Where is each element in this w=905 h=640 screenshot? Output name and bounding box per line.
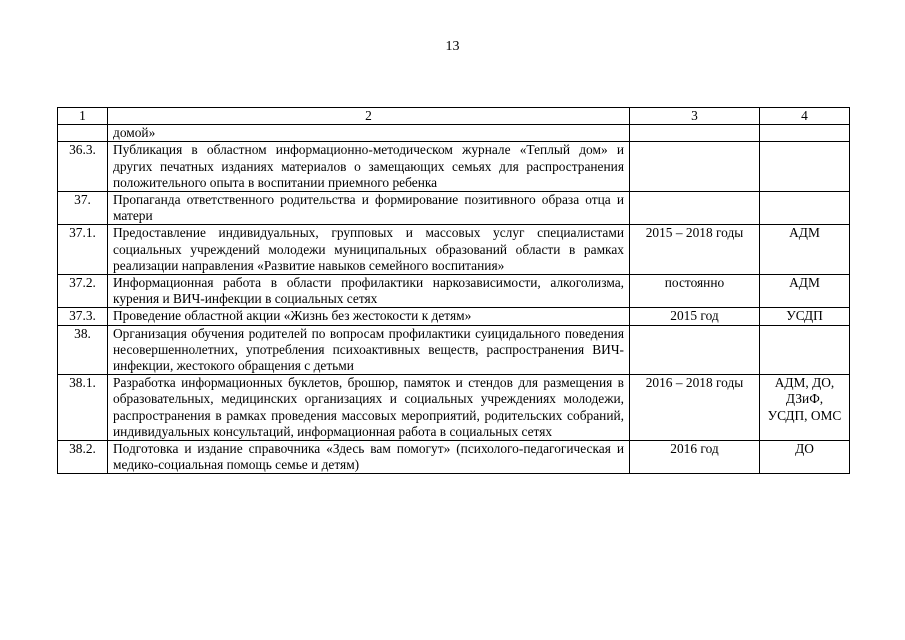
row-activity: домой» — [108, 125, 630, 142]
row-activity: Пропаганда ответственного родительства и формирование позитивного образа отца и матери — [108, 192, 630, 225]
row-executor: УСДП — [760, 308, 850, 325]
row-term: постоянно — [630, 275, 760, 308]
table-row — [58, 142, 850, 192]
row-term — [630, 325, 760, 375]
table-row — [58, 275, 850, 308]
column-header-term: 3 — [630, 108, 760, 125]
row-number: 37.3. — [58, 308, 108, 325]
row-activity: Проведение областной акции «Жизнь без жестокости к детям» — [108, 308, 630, 325]
row-executor: АДМ — [760, 225, 850, 275]
row-term — [630, 192, 760, 225]
row-number — [58, 125, 108, 142]
column-header-number: 1 — [58, 108, 108, 125]
row-executor — [760, 125, 850, 142]
row-number: 38.2. — [58, 441, 108, 474]
table-row — [58, 192, 850, 225]
row-executor: АДМ, ДО, ДЗиФ, УСДП, ОМС — [760, 375, 850, 441]
row-activity: Организация обучения родителей по вопросам профилактики суицидального поведения несовершеннолетних, употребления психоактивных веществ, распространения ВИЧ-инфекции, жестокого обращения с детьми — [108, 325, 630, 375]
row-term: 2016 год — [630, 441, 760, 474]
header-row — [58, 108, 850, 125]
row-number: 36.3. — [58, 142, 108, 192]
row-activity: Разработка информационных буклетов, брошюр, памяток и стендов для размещения в образовательных, медицинских организациях и социальных учреждениях молодежи, распространения в рамках проведения массовых мероприятий, родительских собраний, индивидуальных консультаций, информационная работа в социальных сетях — [108, 375, 630, 441]
row-number: 37.1. — [58, 225, 108, 275]
row-activity: Публикация в областном информационно-методическом журнале «Теплый дом» и других печатных изданиях материалов о замещающих семьях для распространения положительного опыта в воспитании приемного ребенка — [108, 142, 630, 192]
table-row — [58, 125, 850, 142]
table-row — [58, 308, 850, 325]
row-term: 2015 год — [630, 308, 760, 325]
activities-table — [57, 107, 850, 474]
row-number: 38. — [58, 325, 108, 375]
row-term — [630, 142, 760, 192]
row-number: 37.2. — [58, 275, 108, 308]
table-row — [58, 225, 850, 275]
table-row — [58, 325, 850, 375]
row-term: 2016 – 2018 годы — [630, 375, 760, 441]
row-executor — [760, 325, 850, 375]
row-executor — [760, 142, 850, 192]
row-activity: Предоставление индивидуальных, групповых и массовых услуг специалистами социальных учреждений молодежи муниципальных образований области в рамках реализации направления «Развитие навыков семейного воспитания» — [108, 225, 630, 275]
table-row — [58, 441, 850, 474]
row-executor: АДМ — [760, 275, 850, 308]
row-number: 37. — [58, 192, 108, 225]
row-term — [630, 125, 760, 142]
row-term: 2015 – 2018 годы — [630, 225, 760, 275]
column-header-executor: 4 — [760, 108, 850, 125]
row-executor — [760, 192, 850, 225]
row-activity: Подготовка и издание справочника «Здесь вам помогут» (психолого-педагогическая и медико-социальная помощь семье и детям) — [108, 441, 630, 474]
row-executor: ДО — [760, 441, 850, 474]
page-number: 13 — [445, 39, 460, 54]
row-number: 38.1. — [58, 375, 108, 441]
column-header-activity: 2 — [108, 108, 630, 125]
row-activity: Информационная работа в области профилактики наркозависимости, алкоголизма, курения и ВИЧ-инфекции в социальных сетях — [108, 275, 630, 308]
table-row — [58, 375, 850, 441]
